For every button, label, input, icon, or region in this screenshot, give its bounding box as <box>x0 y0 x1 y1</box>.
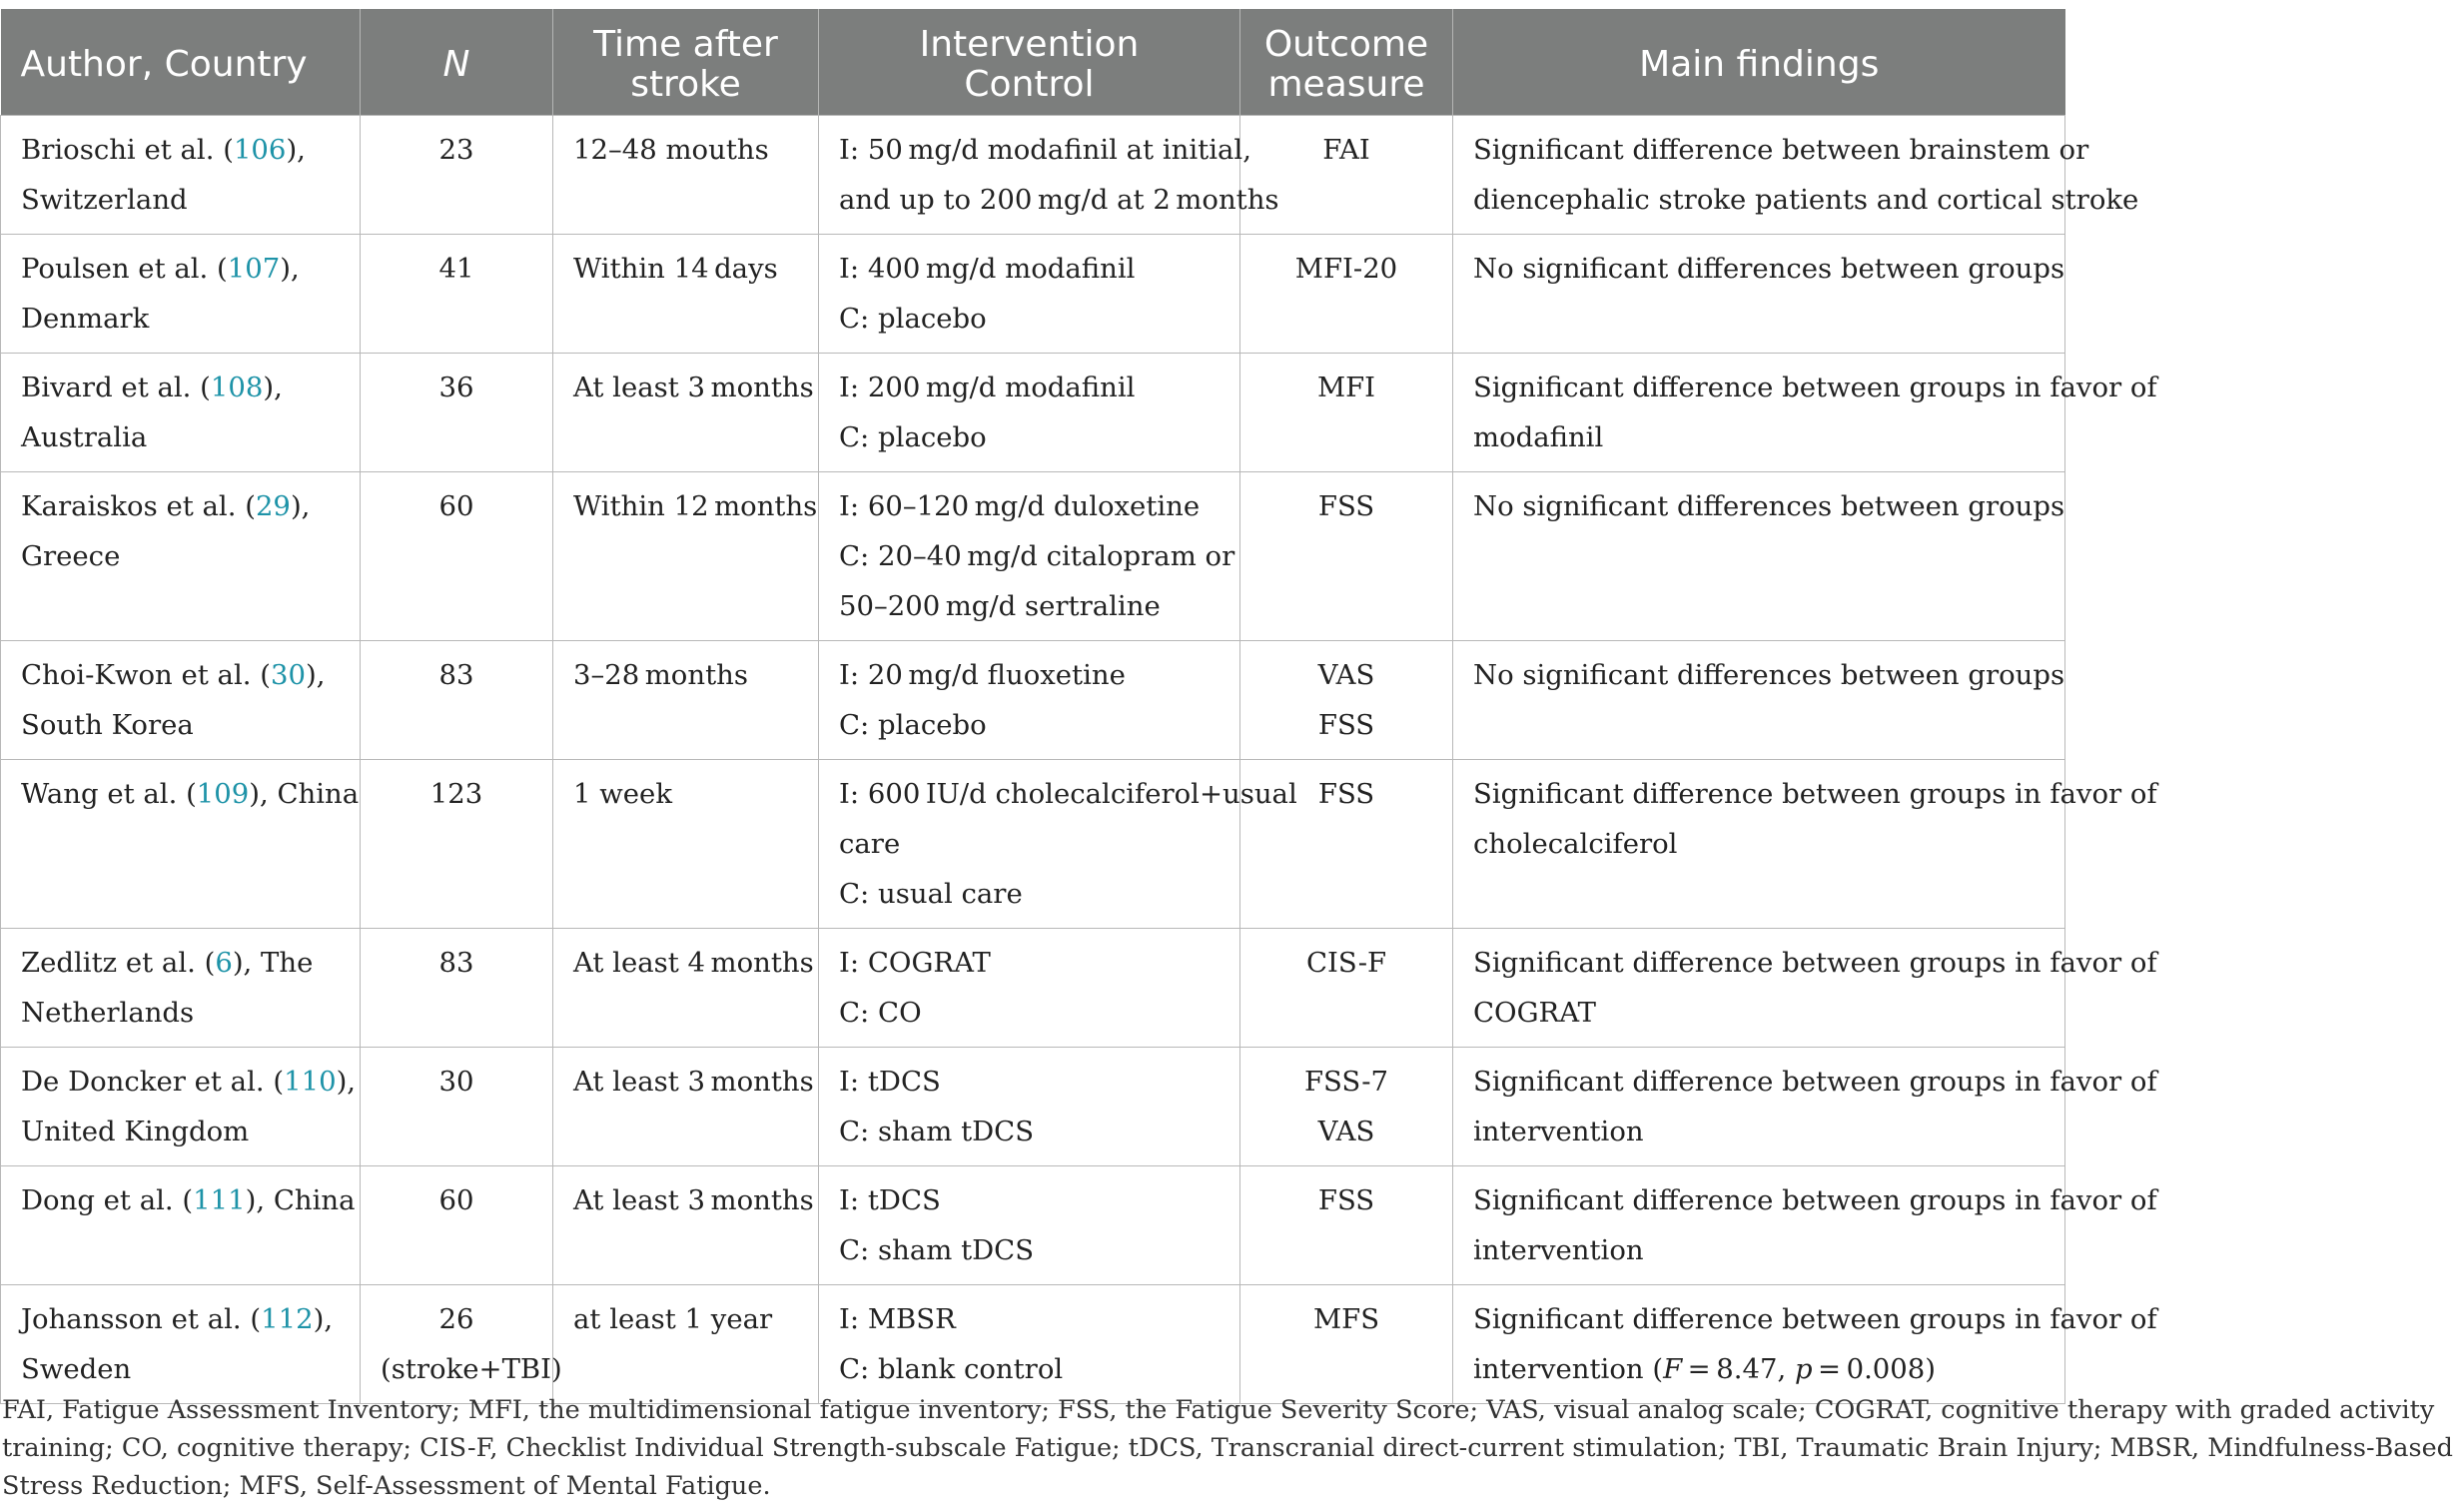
table-row <box>1 760 2065 929</box>
time-value: Within 14 days <box>573 253 778 285</box>
author-cell <box>1 1285 361 1404</box>
footnote-line: Stress Reduction; MFS, Self-Assessment of Mental Fatigue. <box>2 1471 771 1501</box>
author-country: South Korea <box>21 709 194 741</box>
intervention-line: C: placebo <box>839 709 987 741</box>
intervention-line: I: 200 mg/d modafinil <box>839 372 1136 403</box>
intervention-line: I: tDCS <box>839 1066 941 1098</box>
author-name: Wang et al. ( <box>21 778 197 810</box>
outcome-value: VAS <box>1317 1116 1375 1147</box>
table-row <box>1 472 2065 641</box>
author-cell <box>1 1166 361 1285</box>
n-cell <box>361 1166 553 1285</box>
author-suffix: ), <box>286 134 306 166</box>
reference-link: 106 <box>233 134 287 166</box>
outcome-cell <box>1240 1285 1453 1404</box>
intervention-line: care <box>839 828 901 860</box>
intervention-cell <box>819 116 1279 235</box>
findings-line: Significant difference between groups in favor of <box>1473 947 2157 979</box>
time-cell <box>553 641 819 760</box>
author-suffix: ), <box>305 659 326 691</box>
outcome-cell <box>1240 929 1453 1048</box>
n-cell <box>361 929 553 1048</box>
findings-cell <box>1453 472 2065 641</box>
author-suffix: ), <box>280 253 300 285</box>
intervention-line: I: 50 mg/d modafinil at initial, <box>839 134 1251 166</box>
intervention-line: C: placebo <box>839 303 987 335</box>
author-name: Karaiskos et al. ( <box>21 490 256 522</box>
intervention-cell <box>819 1166 1240 1285</box>
author-suffix: ), <box>336 1066 357 1098</box>
n-value: 36 <box>438 372 474 403</box>
stat-label: p <box>1794 1353 1813 1385</box>
outcome-value: FSS <box>1317 778 1375 810</box>
author-name: Poulsen et al. ( <box>21 253 228 285</box>
findings-cell <box>1453 1048 2157 1166</box>
author-country: Greece <box>21 540 121 572</box>
intervention-line: I: tDCS <box>839 1184 941 1216</box>
author-country: Netherlands <box>21 997 195 1029</box>
time-cell <box>553 116 819 235</box>
intervention-line: C: sham tDCS <box>839 1116 1035 1147</box>
n-cell <box>361 760 553 929</box>
author-cell <box>1 641 361 760</box>
time-value: At least 3 months <box>573 1184 814 1216</box>
author-line <box>21 938 340 988</box>
outcome-value: MFI-20 <box>1294 253 1398 285</box>
intervention-line: 50–200 mg/d sertraline <box>839 590 1161 622</box>
n-value: 26 <box>438 1303 474 1335</box>
n-value: 123 <box>429 778 483 810</box>
intervention-line: and up to 200 mg/d at 2 months <box>839 184 1279 216</box>
n-value: 23 <box>438 134 474 166</box>
findings-line: Significant difference between groups in favor of <box>1473 778 2157 810</box>
header-time: Time after stroke <box>553 9 819 116</box>
header-intervention: Intervention Control <box>819 9 1240 116</box>
outcome-value: FSS <box>1317 1184 1375 1216</box>
time-value: 3–28 months <box>573 659 748 691</box>
findings-line <box>1473 1344 2044 1394</box>
table-row <box>1 1048 2065 1166</box>
author-cell <box>1 1048 361 1166</box>
intervention-line: C: placebo <box>839 421 987 453</box>
time-value: At least 3 months <box>573 1066 814 1098</box>
reference-link: 108 <box>210 372 264 403</box>
author-suffix: ), The <box>232 947 314 979</box>
findings-line: No significant differences between groups <box>1473 659 2065 691</box>
author-name: Bivard et al. ( <box>21 372 211 403</box>
intervention-line: C: blank control <box>839 1353 1064 1385</box>
outcome-value: FAI <box>1322 134 1370 166</box>
stat-value: = 8.47, <box>1682 1353 1795 1385</box>
findings-text: intervention ( <box>1473 1353 1664 1385</box>
outcome-cell <box>1240 1048 1453 1166</box>
header-n: N <box>361 9 553 116</box>
author-cell <box>1 235 361 354</box>
n-cell <box>361 641 553 760</box>
table-row <box>1 235 2065 354</box>
outcome-value: MFS <box>1312 1303 1380 1335</box>
findings-cell <box>1453 929 2157 1048</box>
author-cell <box>1 760 361 929</box>
reference-link: 111 <box>193 1184 246 1216</box>
n-value: 41 <box>438 253 474 285</box>
time-cell <box>553 760 819 929</box>
findings-line: diencephalic stroke patients and cortical stroke <box>1473 184 2139 216</box>
findings-line: No significant differences between groups <box>1473 490 2065 522</box>
intervention-line: C: CO <box>839 997 922 1029</box>
table-row <box>1 641 2065 760</box>
stat-label: F <box>1663 1353 1683 1385</box>
table-footnote <box>2 1391 2453 1505</box>
outcome-cell <box>1240 472 1453 641</box>
findings-cell <box>1453 641 2065 760</box>
author-line <box>21 650 340 700</box>
n-value: 60 <box>438 490 474 522</box>
outcome-cell <box>1240 641 1453 760</box>
reference-link: 109 <box>196 778 250 810</box>
findings-cell <box>1453 116 2139 235</box>
author-suffix: ), <box>290 490 311 522</box>
n-cell <box>361 235 553 354</box>
footnote-line: training; CO, cognitive therapy; CIS-F, Checklist Individual Strength-subscale Fatigue; tDCS, Transcranial direct-current stimulation; TBI, Traumatic Brain Injury; MBSR, Mindfulness-Based <box>2 1433 2453 1463</box>
author-name: Zedlitz et al. ( <box>21 947 216 979</box>
outcome-value: FSS-7 <box>1303 1066 1389 1098</box>
author-cell <box>1 354 361 472</box>
author-suffix: ), <box>313 1303 334 1335</box>
outcome-cell <box>1240 354 1453 472</box>
outcome-cell <box>1240 116 1453 235</box>
time-cell <box>553 929 819 1048</box>
findings-line: Significant difference between groups in favor of <box>1473 1184 2157 1216</box>
n-cell <box>361 1048 553 1166</box>
intervention-cell <box>819 235 1240 354</box>
n-value: (stroke+TBI) <box>381 1353 562 1385</box>
n-cell <box>361 472 553 641</box>
intervention-line: I: 60–120 mg/d duloxetine <box>839 490 1201 522</box>
intervention-cell <box>819 1048 1240 1166</box>
intervention-line: C: usual care <box>839 878 1023 910</box>
n-value: 60 <box>438 1184 474 1216</box>
intervention-line: I: COGRAT <box>839 947 991 979</box>
n-value: 83 <box>438 659 474 691</box>
header-author: Author, Country <box>1 9 361 116</box>
findings-line: Significant difference between groups in favor of <box>1473 1066 2157 1098</box>
author-cell <box>1 472 361 641</box>
author-name: Dong et al. ( <box>21 1184 194 1216</box>
outcome-cell <box>1240 1166 1453 1285</box>
time-cell <box>553 235 819 354</box>
author-line <box>21 1175 356 1225</box>
stat-value: = 0.008) <box>1812 1353 1937 1385</box>
table-header-row <box>1 9 2065 116</box>
findings-cell <box>1453 1285 2157 1404</box>
intervention-line: I: 600 IU/d cholecalciferol+usual <box>839 778 1297 810</box>
author-name: Choi-Kwon et al. ( <box>21 659 271 691</box>
table-body <box>1 116 2157 1404</box>
time-value: 1 week <box>573 778 672 810</box>
findings-line: intervention <box>1473 1116 1644 1147</box>
intervention-line: C: sham tDCS <box>839 1234 1035 1266</box>
author-country: Denmark <box>21 303 150 335</box>
intervention-line: I: 400 mg/d modafinil <box>839 253 1136 285</box>
findings-line: Significant difference between groups in favor of <box>1473 372 2157 403</box>
reference-link: 30 <box>270 659 306 691</box>
n-cell <box>361 116 553 235</box>
intervention-cell <box>819 760 1297 929</box>
table-row <box>1 929 2065 1048</box>
header-outcome: Outcome measure <box>1240 9 1453 116</box>
author-cell <box>1 116 361 235</box>
time-cell <box>553 354 819 472</box>
author-name: Johansson et al. ( <box>21 1303 262 1335</box>
intervention-cell <box>819 354 1240 472</box>
time-value: at least 1 year <box>573 1303 773 1335</box>
time-value: At least 3 months <box>573 372 814 403</box>
time-value: 12–48 mouths <box>573 134 769 166</box>
time-cell <box>553 1048 819 1166</box>
author-line <box>21 244 340 294</box>
intervention-line: I: 20 mg/d fluoxetine <box>839 659 1126 691</box>
findings-line: COGRAT <box>1473 997 1596 1029</box>
findings-line: cholecalciferol <box>1473 828 1678 860</box>
author-line <box>21 769 360 819</box>
time-value: Within 12 months <box>573 490 818 522</box>
findings-line: intervention <box>1473 1234 1644 1266</box>
n-cell <box>361 354 553 472</box>
author-country: Switzerland <box>21 184 188 216</box>
findings-cell <box>1453 760 2157 929</box>
author-name: Brioschi et al. ( <box>21 134 234 166</box>
intervention-cell <box>819 472 1240 641</box>
n-cell <box>361 1285 562 1404</box>
findings-cell <box>1453 354 2157 472</box>
study-table-container <box>0 9 2157 1404</box>
author-suffix: ), China <box>245 1184 356 1216</box>
reference-link: 110 <box>284 1066 337 1098</box>
author-line <box>21 125 340 175</box>
author-country: Sweden <box>21 1353 132 1385</box>
outcome-value: VAS <box>1317 659 1375 691</box>
author-country: Australia <box>21 421 148 453</box>
reference-link: 6 <box>215 947 233 979</box>
findings-line: No significant differences between groups <box>1473 253 2065 285</box>
reference-link: 29 <box>255 490 291 522</box>
reference-link: 112 <box>261 1303 314 1335</box>
findings-line: Significant difference between brainstem or <box>1473 134 2089 166</box>
outcome-cell <box>1240 235 1453 354</box>
author-cell <box>1 929 361 1048</box>
n-value: 30 <box>438 1066 474 1098</box>
outcome-value: CIS-F <box>1305 947 1387 979</box>
findings-cell <box>1453 235 2065 354</box>
outcome-value: MFI <box>1316 372 1376 403</box>
intervention-cell <box>819 929 1240 1048</box>
author-country: United Kingdom <box>21 1116 250 1147</box>
author-line <box>21 363 340 412</box>
author-line <box>21 1057 357 1107</box>
author-suffix: ), <box>263 372 283 403</box>
intervention-line: C: 20–40 mg/d citalopram or <box>839 540 1235 572</box>
footnote-line: FAI, Fatigue Assessment Inventory; MFI, the multidimensional fatigue inventory; FSS, the Fatigue Severity Score; VAS, visual analog scale; COGRAT, cognitive therapy with graded activity <box>2 1395 2435 1425</box>
time-cell <box>553 472 819 641</box>
table-row <box>1 1166 2065 1285</box>
intervention-line: I: MBSR <box>839 1303 956 1335</box>
outcome-value: FSS <box>1317 709 1375 741</box>
reference-link: 107 <box>227 253 281 285</box>
findings-cell <box>1453 1166 2157 1285</box>
time-cell <box>553 1285 819 1404</box>
author-line <box>21 1294 340 1344</box>
time-cell <box>553 1166 819 1285</box>
outcome-value: FSS <box>1317 490 1375 522</box>
intervention-cell <box>819 1285 1240 1404</box>
author-line <box>21 481 340 531</box>
n-value: 83 <box>438 947 474 979</box>
header-findings: Main findings <box>1453 9 2065 116</box>
time-value: At least 4 months <box>573 947 814 979</box>
study-table <box>0 9 2157 1404</box>
author-suffix: ), China <box>249 778 360 810</box>
table-row <box>1 116 2065 235</box>
findings-line: Significant difference between groups in favor of <box>1473 1303 2157 1335</box>
table-row <box>1 1285 2065 1404</box>
intervention-cell <box>819 641 1240 760</box>
author-name: De Doncker et al. ( <box>21 1066 285 1098</box>
findings-line: modafinil <box>1473 421 1604 453</box>
table-row <box>1 354 2065 472</box>
